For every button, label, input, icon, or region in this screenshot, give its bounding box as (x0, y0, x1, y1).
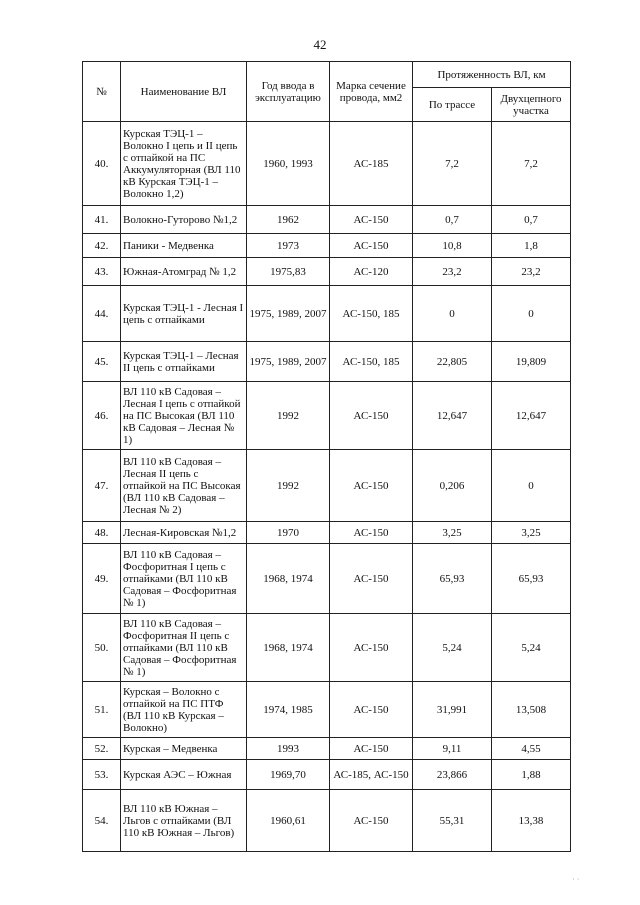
commission-year: 1992 (247, 382, 330, 450)
length-double: 4,55 (492, 738, 571, 760)
header-length-group: Протяженность ВЛ, км (413, 62, 571, 88)
table-row (83, 614, 571, 682)
wire-grade: АС-150, 185 (330, 342, 413, 382)
table-body (83, 122, 571, 852)
commission-year: 1960, 1993 (247, 122, 330, 206)
header-name: Наименование ВЛ (121, 62, 247, 122)
row-number: 52. (83, 738, 121, 760)
length-double: 19,809 (492, 342, 571, 382)
commission-year: 1975, 1989, 2007 (247, 342, 330, 382)
row-number: 47. (83, 450, 121, 522)
wire-grade: АС-185, АС-150 (330, 760, 413, 790)
commission-year: 1992 (247, 450, 330, 522)
commission-year: 1970 (247, 522, 330, 544)
table-row (83, 382, 571, 450)
wire-grade: АС-150 (330, 206, 413, 234)
commission-year: 1974, 1985 (247, 682, 330, 738)
length-double: 13,38 (492, 790, 571, 852)
line-name: ВЛ 110 кВ Южная – Льгов с отпайками (ВЛ 110 кВ Южная – Льгов) (121, 790, 247, 852)
line-name: ВЛ 110 кВ Садовая – Фосфоритная I цепь с отпайками (ВЛ 110 кВ Садовая – Фосфоритная № 1) (121, 544, 247, 614)
length-double: 12,647 (492, 382, 571, 450)
table-row (83, 342, 571, 382)
length-route: 10,8 (413, 234, 492, 258)
length-route: 22,805 (413, 342, 492, 382)
wire-grade: АС-150 (330, 522, 413, 544)
line-name: Курская ТЭЦ-1 – Волокно I цепь и II цепь с отпайкой на ПС Аккумуляторная (ВЛ 110 кВ Курская ТЭЦ-1 – Волокно 1,2) (121, 122, 247, 206)
wire-grade: АС-150 (330, 382, 413, 450)
table-row (83, 760, 571, 790)
commission-year: 1993 (247, 738, 330, 760)
length-route: 23,2 (413, 258, 492, 286)
length-double: 0,7 (492, 206, 571, 234)
length-route: 55,31 (413, 790, 492, 852)
commission-year: 1969,70 (247, 760, 330, 790)
power-lines-table (82, 61, 571, 852)
length-route: 5,24 (413, 614, 492, 682)
table-row (83, 544, 571, 614)
table-row (83, 122, 571, 206)
commission-year: 1968, 1974 (247, 544, 330, 614)
wire-grade: АС-150 (330, 738, 413, 760)
commission-year: 1962 (247, 206, 330, 234)
table-row (83, 522, 571, 544)
length-route: 23,866 (413, 760, 492, 790)
table-header (83, 62, 571, 122)
wire-grade: АС-185 (330, 122, 413, 206)
line-name: Курская – Волокно с отпайкой на ПС ПТФ (ВЛ 110 кВ Курская – Волокно) (121, 682, 247, 738)
length-double: 65,93 (492, 544, 571, 614)
table-row (83, 234, 571, 258)
table-row (83, 682, 571, 738)
header-length-route: По трассе (413, 88, 492, 122)
table-row (83, 450, 571, 522)
line-name: Волокно-Гуторово №1,2 (121, 206, 247, 234)
length-double: 1,88 (492, 760, 571, 790)
table-row (83, 738, 571, 760)
wire-grade: АС-150 (330, 614, 413, 682)
wire-grade: АС-150 (330, 682, 413, 738)
row-number: 45. (83, 342, 121, 382)
length-route: 0,7 (413, 206, 492, 234)
length-double: 13,508 (492, 682, 571, 738)
length-route: 9,11 (413, 738, 492, 760)
commission-year: 1960,61 (247, 790, 330, 852)
row-number: 40. (83, 122, 121, 206)
row-number: 48. (83, 522, 121, 544)
wire-grade: АС-150, 185 (330, 286, 413, 342)
length-double: 0 (492, 286, 571, 342)
scan-mark: ˙ ˙ (572, 877, 580, 886)
table-row (83, 286, 571, 342)
wire-grade: АС-150 (330, 234, 413, 258)
row-number: 49. (83, 544, 121, 614)
line-name: Курская ТЭЦ-1 - Лесная I цепь с отпайками (121, 286, 247, 342)
line-name: ВЛ 110 кВ Садовая – Фосфоритная II цепь с отпайками (ВЛ 110 кВ Садовая – Фосфоритная № 1) (121, 614, 247, 682)
length-route: 31,991 (413, 682, 492, 738)
length-double: 7,2 (492, 122, 571, 206)
row-number: 50. (83, 614, 121, 682)
length-double: 5,24 (492, 614, 571, 682)
commission-year: 1975, 1989, 2007 (247, 286, 330, 342)
row-number: 41. (83, 206, 121, 234)
line-name: ВЛ 110 кВ Садовая – Лесная I цепь с отпайкой на ПС Высокая (ВЛ 110 кВ Садовая – Лесная № 1) (121, 382, 247, 450)
length-double: 1,8 (492, 234, 571, 258)
line-name: Курская – Медвенка (121, 738, 247, 760)
page-number: 42 (313, 37, 327, 52)
length-route: 0,206 (413, 450, 492, 522)
length-double: 0 (492, 450, 571, 522)
header-wire: Марка сечение провода, мм2 (330, 62, 413, 122)
length-route: 12,647 (413, 382, 492, 450)
line-name: ВЛ 110 кВ Садовая – Лесная II цепь с отпайкой на ПС Высокая (ВЛ 110 кВ Садовая – Лесная № 2) (121, 450, 247, 522)
row-number: 43. (83, 258, 121, 286)
commission-year: 1975,83 (247, 258, 330, 286)
row-number: 53. (83, 760, 121, 790)
table-row (83, 258, 571, 286)
length-double: 23,2 (492, 258, 571, 286)
line-name: Курская ТЭЦ-1 – Лесная II цепь с отпайками (121, 342, 247, 382)
row-number: 54. (83, 790, 121, 852)
row-number: 51. (83, 682, 121, 738)
length-route: 0 (413, 286, 492, 342)
length-route: 3,25 (413, 522, 492, 544)
row-number: 44. (83, 286, 121, 342)
length-route: 7,2 (413, 122, 492, 206)
wire-grade: АС-150 (330, 450, 413, 522)
line-name: Паники - Медвенка (121, 234, 247, 258)
length-double: 3,25 (492, 522, 571, 544)
wire-grade: АС-150 (330, 790, 413, 852)
length-route: 65,93 (413, 544, 492, 614)
wire-grade: АС-150 (330, 544, 413, 614)
line-name: Лесная-Кировская №1,2 (121, 522, 247, 544)
header-year: Год ввода в эксплуатацию (247, 62, 330, 122)
row-number: 42. (83, 234, 121, 258)
table-row (83, 790, 571, 852)
header-length-double: Двухцепного участка (492, 88, 571, 122)
line-name: Южная-Атомград № 1,2 (121, 258, 247, 286)
header-num: № (83, 62, 121, 122)
row-number: 46. (83, 382, 121, 450)
wire-grade: АС-120 (330, 258, 413, 286)
line-name: Курская АЭС – Южная (121, 760, 247, 790)
commission-year: 1973 (247, 234, 330, 258)
table-row (83, 206, 571, 234)
commission-year: 1968, 1974 (247, 614, 330, 682)
